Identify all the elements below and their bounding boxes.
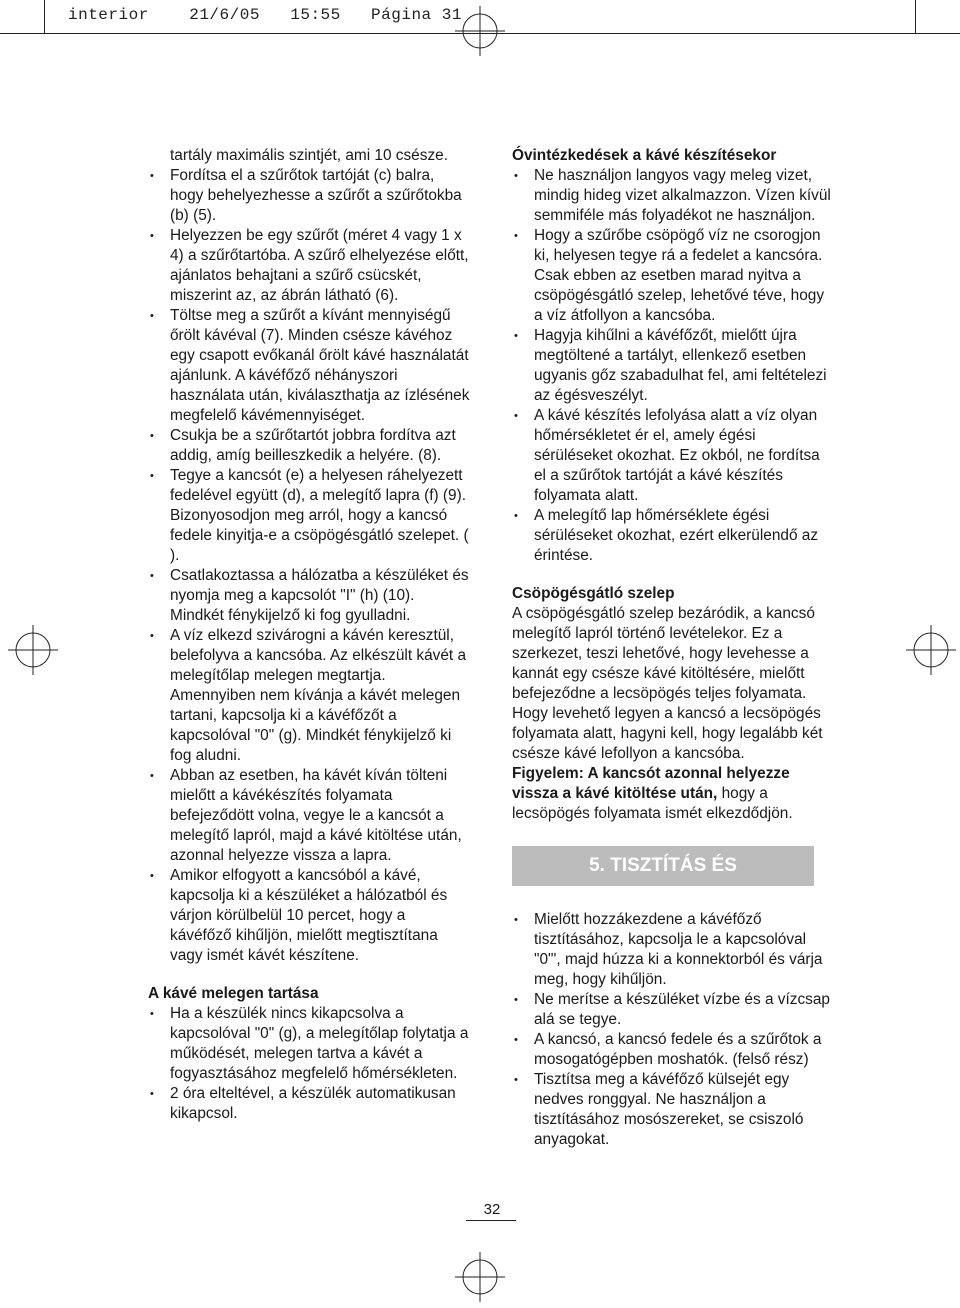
warning-bold: Figyelem: A kancsót azonnal helyezze vissza a kávé kitöltése után, — [512, 765, 790, 802]
list-item: • Abban az esetben, ha kávét kíván tölteni mielőtt a kávékészítés folyamata befejeződött volna, vegye le a kancsót a melegítő lapról, majd a kávé kitöltése után, azonnal helyezze vissza a lapra. — [148, 766, 470, 866]
warm-keeping-heading: A kávé melegen tartása — [148, 985, 319, 1002]
list-item: • Ne használjon langyos vagy meleg vizet, mindig hideg vizet alkalmazzon. Vízen kívül semmiféle más folyadékot ne használjon. — [512, 166, 832, 226]
list-item: • Fordítsa el a szűrőtok tartóját (c) balra, hogy behelyezhesse a szűrőt a szűrőtokba (b) (5). — [148, 166, 470, 226]
slug-text: interior 21/6/05 15:55 Página 31 — [68, 6, 462, 24]
slug-tick — [44, 0, 45, 34]
list-item: • Mielőtt hozzákezdene a kávéfőző tisztításához, kapcsolja le a kapcsolóval "0"', majd húzza ki a konnektorból és várja meg, hogy kihűljön. — [512, 910, 832, 990]
list-item: • Helyezzen be egy szűrőt (méret 4 vagy 1 x 4) a szűrőtartóba. A szűrő elhelyezése előtt, ajánlatos behajtani a szűrő csücskét, miszerint az, az ábrán látható (6). — [148, 226, 470, 306]
registration-mark-icon — [455, 6, 505, 56]
list-item: • A víz elkezd szivárogni a kávén keresztül, belefolyva a kancsóba. Az elkészült kávét a melegítőlap melegen megtartja. Amennyiben nem kívánja a kávét melegen tartani, kapcsolja ki a kávéfőzőt a kapcsolóval "0" (g). Mindkét fénykijelző ki fog aludni. — [148, 626, 470, 766]
list-item: • Hagyja kihűlni a kávéfőzőt, mielőtt újra megtöltené a tartályt, ellenkező esetben ugyanis gőz szabadulhat fel, ami feltételezi az égésveszélyt. — [512, 326, 832, 406]
precautions-heading: Óvintézkedések a kávé készítésekor — [512, 147, 777, 164]
list-item: • A kávé készítés lefolyása alatt a víz olyan hőmérsékletet ér el, amely égési sérüléseket okozhat. Ez okból, ne fordítsa el a szűrőtok tartóját a kávé készítés folyamata alatt. — [512, 406, 832, 506]
list-item: • Ne merítse a készüléket vízbe és a vízcsap alá se tegye. — [512, 990, 832, 1030]
intro-continuation: tartály maximális szintjét, ami 10 csésze. — [170, 147, 448, 164]
valve-paragraph: A csöpögésgátló szelep bezáródik, a kancsó melegítő lapról történő levételekor. Ez a szerkezet, teszi lehetővé, hogy levehesse a kannát egy csésze kávé kitöltésére, mielőtt befejeződne a lecsöpögés teljes folyamata. Hogy levehető legyen a kancsó a lecsöpögés folyamata alatt, hagyni kell, hogy legalább két csésze kávé lefollyon a kancsóba. — [512, 605, 823, 762]
valve-heading: Csöpögésgátló szelep — [512, 585, 675, 602]
warning-paragraph — [512, 764, 832, 824]
list-item: • Csatlakoztassa a hálózatba a készüléket és nyomja meg a kapcsolót "I" (h) (10). Mindkét fénykijelző ki fog gyulladni. — [148, 566, 470, 626]
list-item: • A melegítő lap hőmérséklete égési sérüléseket okozhat, ezért elkerülendő az érintése. — [512, 506, 832, 566]
precautions-list — [512, 166, 832, 566]
right-column — [512, 146, 832, 1150]
list-item: • Tisztítsa meg a kávéfőző külsejét egy nedves ronggyal. Ne használjon a tisztításához mosószereket, se csiszoló anyagokat. — [512, 1070, 832, 1150]
list-item: • 2 óra elteltével, a készülék automatikusan kikapcsol. — [148, 1084, 470, 1124]
usage-steps-list — [148, 166, 470, 966]
cleaning-list — [512, 910, 832, 1150]
warm-keeping-list — [148, 1004, 470, 1124]
list-item: • Hogy a szűrőbe csöpögő víz ne csorogjon ki, helyesen tegye rá a fedelet a kancsóra. Csak ebben az esetben marad nyitva a csöpögésgátló szelep, lehetővé téve, hogy a víz átfollyon a kancsóba. — [512, 226, 832, 326]
registration-mark-icon — [455, 1252, 505, 1302]
list-item: • Ha a készülék nincs kikapcsolva a kapcsolóval "0" (g), a melegítőlap folytatja a működését, melegen tartva a kávét a fogyasztásához megfelelő hőmérsékleten. — [148, 1004, 470, 1084]
list-item: • A kancsó, a kancsó fedele és a szűrőtok a mosogatógépben moshatók. (felső rész) — [512, 1030, 832, 1070]
left-column — [148, 146, 470, 1124]
slug-tick — [915, 0, 916, 34]
list-item: • Töltse meg a szűrőt a kívánt mennyiségű őrölt kávéval (7). Minden csésze kávéhoz egy csapott evőkanál őrölt kávé használatát ajánlunk. A kávéfőző néhányszori használata után, kiválaszthatja az ízlésének megfelelő kávémennyiséget. — [148, 306, 470, 426]
registration-mark-icon — [8, 625, 58, 675]
list-item: • Csukja be a szűrőtartót jobbra fordítva azt addig, amíg beilleszkedik a helyére. (8). — [148, 426, 470, 466]
registration-mark-icon — [906, 625, 956, 675]
warning-rest: hogy a lecsöpögés folyamata ismét elkezdődjön. — [512, 785, 793, 822]
list-item: • Tegye a kancsót (e) a helyesen ráhelyezett fedelével együtt (d), a melegítő lapra (f) (9). Bizonyosodjon meg arról, hogy a kancsó fedele kinyitja-e a csöpögésgátló szelepet. ( ). — [148, 466, 470, 566]
page-number-rule — [466, 1220, 516, 1221]
list-item: • Amikor elfogyott a kancsóból a kávé, kapcsolja ki a készüléket a hálózatból és várjon körülbelül 10 percet, hogy a kávéfőző kihűljön, mielőtt megtisztítana vagy ismét kávét készítene. — [148, 866, 470, 966]
page-number: 32 — [483, 1201, 501, 1218]
section-title-banner: 5. TISZTÍTÁS ÉS KARBANTARTÁS — [512, 846, 814, 886]
